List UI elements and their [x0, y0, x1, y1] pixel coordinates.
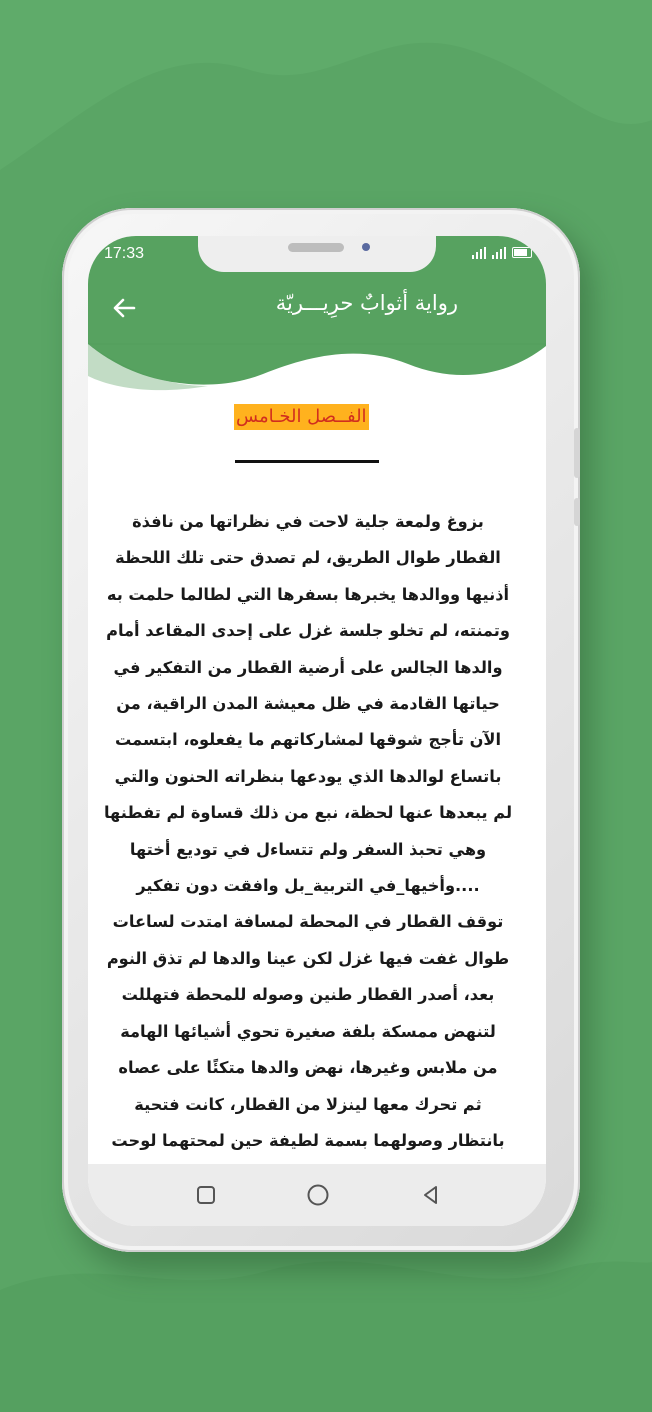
body-line: حياتها القادمة في ظل معيشة المدن الراقية، من — [116, 694, 500, 714]
body-line: لم يبعدها عنها لحظة، نبع من ذلك قساوة لم تفطنها — [103, 803, 513, 823]
chapter-divider — [235, 460, 379, 463]
body-line: الآن تأجج شوقها لمشاركاتهم ما يفعلوه، ابتسمت — [114, 730, 502, 750]
reading-content[interactable] — [88, 396, 546, 1166]
body-line: والدها الجالس على أرضية القطار من التفكير في — [113, 657, 503, 677]
body-line: من ملابس وغيرها، نهض والدها متكئًا على عصاه — [118, 1058, 498, 1078]
phone-screen — [88, 236, 546, 1226]
body-line: القطار طوال الطريق، لم تصدق حتى تلك اللحظة — [115, 548, 501, 568]
system-nav-bar — [88, 1164, 546, 1226]
body-line: وهي تحبذ السفر ولم تتساءل في توديع أختها — [129, 839, 487, 859]
status-icons — [472, 247, 532, 259]
body-line: بانتظار وصولهما بسمة لطيفة حين لمحتهما لوحت — [111, 1130, 505, 1150]
chapter-heading: الفــصل الخـامس — [234, 404, 369, 430]
body-line: أذنيها ووالدها يخبرها بسفرها التي لطالما حلمت به — [106, 584, 510, 604]
speaker-grill — [288, 243, 344, 252]
body-line: لتنهض ممسكة بلفة صغيرة تحوي أشيائها الهامة — [120, 1021, 496, 1041]
phone-notch — [198, 236, 436, 272]
body-line: وتمنته، لم تخلو جلسة غزل على إحدى المقاعد أمام — [106, 621, 510, 641]
triangle-back-icon[interactable] — [418, 1182, 444, 1208]
phone-side-button — [574, 428, 580, 478]
phone-side-button — [574, 498, 580, 526]
chapter-body — [98, 504, 518, 1159]
signal-icon — [492, 247, 506, 259]
body-line: بعد، أصدر القطار طنين وصوله للمحطة فتهللت — [121, 985, 495, 1005]
app-title: رواية أثوابٌ حرِيـــريّة — [275, 291, 458, 315]
battery-icon — [512, 247, 532, 258]
circle-icon[interactable] — [305, 1182, 331, 1208]
status-time: 17:33 — [104, 245, 145, 262]
square-icon[interactable] — [193, 1182, 219, 1208]
front-camera — [362, 243, 370, 251]
arrow-left-icon[interactable] — [110, 294, 138, 322]
body-line: باتساع لوالدها الذي يودعها بنظراته الحنون والتي — [114, 766, 502, 786]
body-line: ....وأخيها_في التربية_بل وافقت دون تفكير — [136, 876, 480, 896]
body-line: طوال غفت فيها غزل لكن عينا والدها لم تذق النوم — [106, 948, 510, 968]
body-line: توقف القطار في المحطة لمسافة امتدت لساعات — [112, 912, 504, 932]
body-line: بزوغ ولمعة جلية لاحت في نظراتها من نافذة — [132, 512, 484, 531]
body-line: ثم تحرك معها لينزلا من القطار، كانت فتحية — [134, 1094, 482, 1114]
signal-icon — [472, 247, 486, 259]
